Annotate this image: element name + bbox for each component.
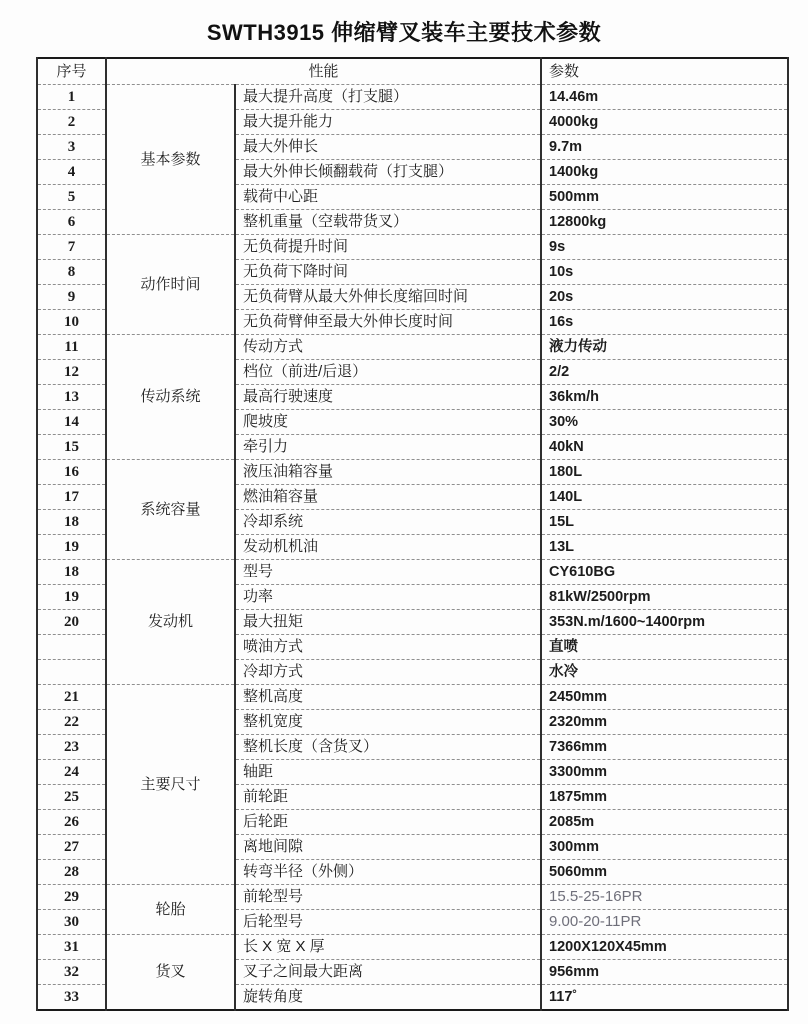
category-cell: 轮胎 bbox=[106, 885, 235, 935]
spec-item-label: 无负荷臂伸至最大外伸长度时间 bbox=[235, 310, 541, 335]
row-number: 2 bbox=[37, 110, 106, 135]
spec-value: 15.5-25-16PR bbox=[541, 885, 788, 910]
spec-item-label: 最大提升高度（打支腿） bbox=[235, 85, 541, 110]
spec-item-label: 最高行驶速度 bbox=[235, 385, 541, 410]
row-number: 27 bbox=[37, 835, 106, 860]
spec-table bbox=[36, 57, 789, 1011]
row-number: 19 bbox=[37, 585, 106, 610]
row-number: 1 bbox=[37, 85, 106, 110]
table-row bbox=[37, 335, 788, 360]
table-row bbox=[37, 235, 788, 260]
row-number: 8 bbox=[37, 260, 106, 285]
row-number: 33 bbox=[37, 985, 106, 1011]
row-number: 7 bbox=[37, 235, 106, 260]
spec-value: 4000kg bbox=[541, 110, 788, 135]
spec-value: 500mm bbox=[541, 185, 788, 210]
row-number: 20 bbox=[37, 610, 106, 635]
row-number: 25 bbox=[37, 785, 106, 810]
spec-value: 14.46m bbox=[541, 85, 788, 110]
col-header-no: 序号 bbox=[37, 58, 106, 85]
spec-item-label: 离地间隙 bbox=[235, 835, 541, 860]
table-row bbox=[37, 685, 788, 710]
spec-value: 2450mm bbox=[541, 685, 788, 710]
spec-value: 956mm bbox=[541, 960, 788, 985]
spec-value: 9.00-20-11PR bbox=[541, 910, 788, 935]
spec-value: 81kW/2500rpm bbox=[541, 585, 788, 610]
spec-value: 13L bbox=[541, 535, 788, 560]
row-number: 24 bbox=[37, 760, 106, 785]
row-number: 19 bbox=[37, 535, 106, 560]
spec-item-label: 冷却系统 bbox=[235, 510, 541, 535]
row-number: 3 bbox=[37, 135, 106, 160]
spec-item-label: 整机高度 bbox=[235, 685, 541, 710]
spec-value: 2320mm bbox=[541, 710, 788, 735]
spec-item-label: 后轮型号 bbox=[235, 910, 541, 935]
spec-item-label: 整机长度（含货叉） bbox=[235, 735, 541, 760]
spec-value: 9.7m bbox=[541, 135, 788, 160]
row-number: 18 bbox=[37, 510, 106, 535]
spec-item-label: 叉子之间最大距离 bbox=[235, 960, 541, 985]
spec-item-label: 整机重量（空载带货叉） bbox=[235, 210, 541, 235]
row-number: 11 bbox=[37, 335, 106, 360]
spec-value: 3300mm bbox=[541, 760, 788, 785]
row-number: 22 bbox=[37, 710, 106, 735]
row-number: 6 bbox=[37, 210, 106, 235]
row-number: 32 bbox=[37, 960, 106, 985]
category-cell: 发动机 bbox=[106, 560, 235, 685]
category-cell: 系统容量 bbox=[106, 460, 235, 560]
spec-value: 16s bbox=[541, 310, 788, 335]
spec-item-label: 前轮距 bbox=[235, 785, 541, 810]
spec-value: 1200X120X45mm bbox=[541, 935, 788, 960]
spec-item-label: 型号 bbox=[235, 560, 541, 585]
spec-value: 9s bbox=[541, 235, 788, 260]
category-cell: 传动系统 bbox=[106, 335, 235, 460]
spec-value: 5060mm bbox=[541, 860, 788, 885]
spec-item-label: 功率 bbox=[235, 585, 541, 610]
spec-value: 1875mm bbox=[541, 785, 788, 810]
spec-value: 2/2 bbox=[541, 360, 788, 385]
spec-item-label: 整机宽度 bbox=[235, 710, 541, 735]
row-number: 13 bbox=[37, 385, 106, 410]
spec-value: 直喷 bbox=[541, 635, 788, 660]
spec-item-label: 档位（前进/后退） bbox=[235, 360, 541, 385]
row-number: 31 bbox=[37, 935, 106, 960]
spec-item-label: 最大提升能力 bbox=[235, 110, 541, 135]
table-row bbox=[37, 885, 788, 910]
spec-item-label: 载荷中心距 bbox=[235, 185, 541, 210]
spec-value: 30% bbox=[541, 410, 788, 435]
row-number: 29 bbox=[37, 885, 106, 910]
spec-item-label: 旋转角度 bbox=[235, 985, 541, 1011]
spec-value: 300mm bbox=[541, 835, 788, 860]
spec-item-label: 无负荷提升时间 bbox=[235, 235, 541, 260]
spec-value: 液力传动 bbox=[541, 335, 788, 360]
row-number: 4 bbox=[37, 160, 106, 185]
spec-item-label: 转弯半径（外侧） bbox=[235, 860, 541, 885]
row-number bbox=[37, 660, 106, 685]
spec-item-label: 传动方式 bbox=[235, 335, 541, 360]
spec-value: 20s bbox=[541, 285, 788, 310]
row-number bbox=[37, 635, 106, 660]
category-cell: 动作时间 bbox=[106, 235, 235, 335]
spec-table-body bbox=[37, 85, 788, 1011]
spec-value: 2085m bbox=[541, 810, 788, 835]
spec-value: 1400kg bbox=[541, 160, 788, 185]
spec-value: 15L bbox=[541, 510, 788, 535]
table-row bbox=[37, 560, 788, 585]
spec-value: 117˚ bbox=[541, 985, 788, 1011]
spec-item-label: 前轮型号 bbox=[235, 885, 541, 910]
category-cell: 主要尺寸 bbox=[106, 685, 235, 885]
spec-value: 36km/h bbox=[541, 385, 788, 410]
row-number: 14 bbox=[37, 410, 106, 435]
spec-value: 水冷 bbox=[541, 660, 788, 685]
row-number: 26 bbox=[37, 810, 106, 835]
spec-item-label: 燃油箱容量 bbox=[235, 485, 541, 510]
spec-value: 140L bbox=[541, 485, 788, 510]
row-number: 30 bbox=[37, 910, 106, 935]
spec-value: 353N.m/1600~1400rpm bbox=[541, 610, 788, 635]
category-cell: 货叉 bbox=[106, 935, 235, 1011]
col-header-performance: 性能 bbox=[106, 58, 541, 85]
spec-item-label: 牵引力 bbox=[235, 435, 541, 460]
table-row bbox=[37, 935, 788, 960]
spec-item-label: 最大外伸长倾翻载荷（打支腿） bbox=[235, 160, 541, 185]
table-row bbox=[37, 85, 788, 110]
row-number: 21 bbox=[37, 685, 106, 710]
spec-item-label: 轴距 bbox=[235, 760, 541, 785]
row-number: 10 bbox=[37, 310, 106, 335]
table-row bbox=[37, 460, 788, 485]
spec-item-label: 后轮距 bbox=[235, 810, 541, 835]
spec-item-label: 爬坡度 bbox=[235, 410, 541, 435]
spec-table-header bbox=[37, 58, 788, 85]
spec-value: 180L bbox=[541, 460, 788, 485]
spec-item-label: 无负荷下降时间 bbox=[235, 260, 541, 285]
row-number: 5 bbox=[37, 185, 106, 210]
spec-value: 7366mm bbox=[541, 735, 788, 760]
page-title: SWTH3915 伸缩臂叉装车主要技术参数 bbox=[206, 20, 602, 45]
spec-item-label: 长 X 宽 X 厚 bbox=[235, 935, 541, 960]
spec-item-label: 无负荷臂从最大外伸长度缩回时间 bbox=[235, 285, 541, 310]
row-number: 16 bbox=[37, 460, 106, 485]
row-number: 15 bbox=[37, 435, 106, 460]
spec-item-label: 发动机机油 bbox=[235, 535, 541, 560]
spec-item-label: 冷却方式 bbox=[235, 660, 541, 685]
header-row bbox=[37, 58, 788, 85]
spec-item-label: 最大外伸长 bbox=[235, 135, 541, 160]
row-number: 12 bbox=[37, 360, 106, 385]
row-number: 17 bbox=[37, 485, 106, 510]
spec-item-label: 喷油方式 bbox=[235, 635, 541, 660]
row-number: 28 bbox=[37, 860, 106, 885]
row-number: 9 bbox=[37, 285, 106, 310]
spec-item-label: 最大扭矩 bbox=[235, 610, 541, 635]
spec-value: 40kN bbox=[541, 435, 788, 460]
row-number: 23 bbox=[37, 735, 106, 760]
spec-item-label: 液压油箱容量 bbox=[235, 460, 541, 485]
spec-value: CY610BG bbox=[541, 560, 788, 585]
spec-value: 10s bbox=[541, 260, 788, 285]
category-cell: 基本参数 bbox=[106, 85, 235, 235]
row-number: 18 bbox=[37, 560, 106, 585]
spec-value: 12800kg bbox=[541, 210, 788, 235]
col-header-param: 参数 bbox=[541, 58, 788, 85]
